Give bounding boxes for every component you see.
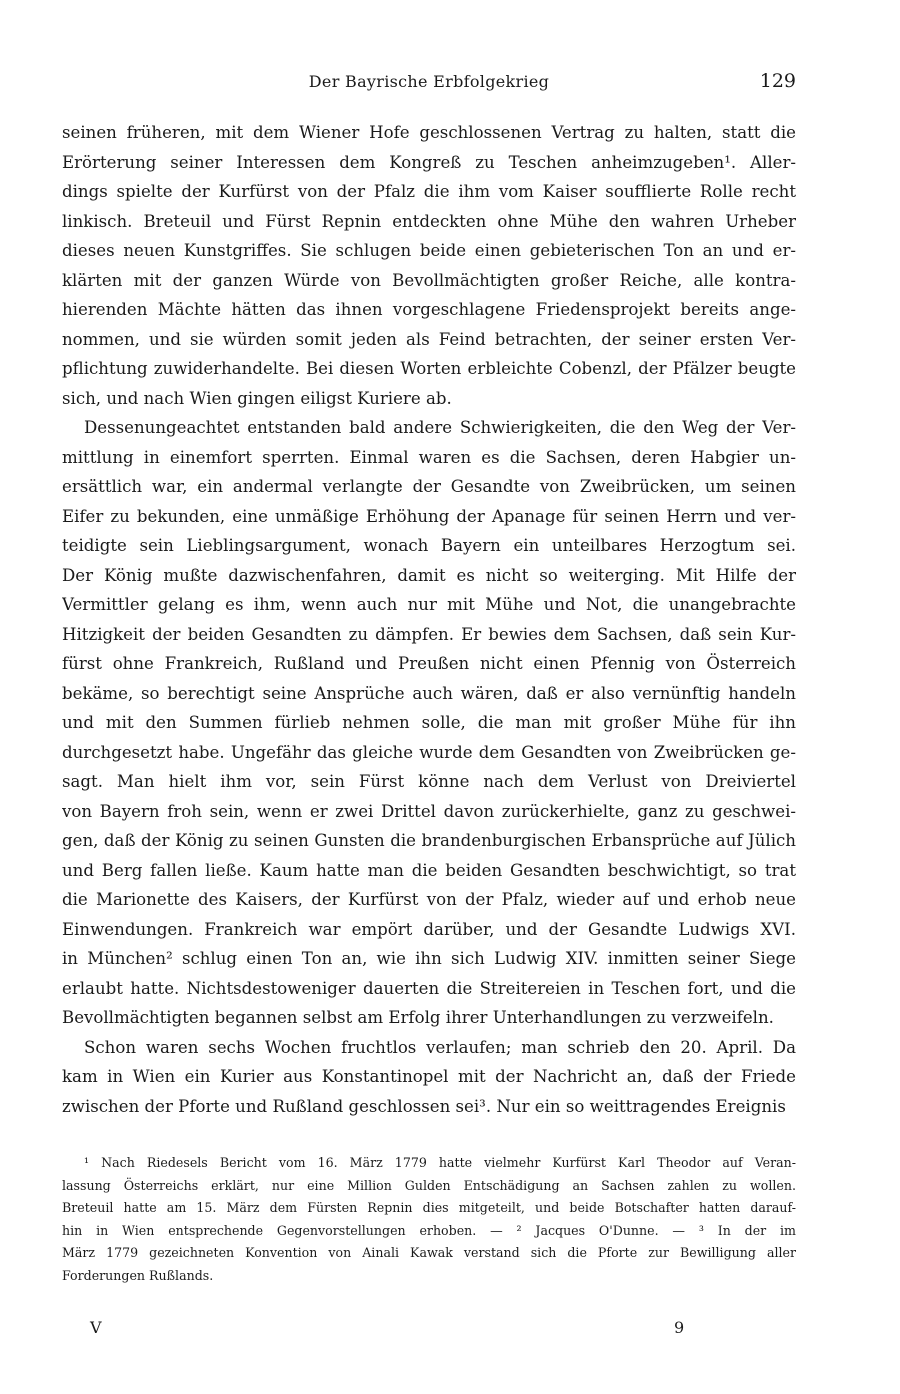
footnotes: [62, 1152, 796, 1287]
text-line: seinen früheren, mit dem Wiener Hofe geschlossenen Vertrag zu halten, statt die: [62, 123, 796, 142]
text-line: zwischen der Pforte und Rußland geschlossen sei³. Nur ein so weittragendes Ereignis: [62, 1096, 786, 1116]
text-line: erlaubt hatte. Nichtsdestoweniger dauerten die Streitereien in Teschen fort, und die: [62, 978, 796, 998]
text-line: Schon waren sechs Wochen fruchtlos verlaufen; man schrieb den 20. April. Da: [84, 1037, 796, 1057]
text-line: kam in Wien ein Kurier aus Konstantinopel mit der Nachricht an, daß der Friede: [62, 1067, 796, 1086]
text-line: in München² schlug einen Ton an, wie ihn sich Ludwig XIV. inmitten seiner Siege: [62, 949, 796, 968]
text-line: Der König mußte dazwischenfahren, damit es nicht so weiterging. Mit Hilfe der: [62, 565, 796, 585]
running-title: Der Bayrische Erbfolgekrieg: [308, 72, 550, 91]
text-line: Erörterung seiner Interessen dem Kongreß zu Teschen anheimzugeben¹. Aller-: [62, 152, 796, 172]
paragraph: [62, 118, 796, 413]
footnote-line: hin in Wien entsprechende Gegenvorstellungen erhoben. — ² Jacques O'Dunne. — ³ In der im: [62, 1222, 796, 1238]
text-line: sich, und nach Wien gingen eiligst Kuriere ab.: [62, 388, 452, 408]
text-line: gen, daß der König zu seinen Gunsten die brandenburgischen Erbansprüche auf Jülich: [62, 831, 796, 850]
page-number: 129: [759, 70, 796, 92]
text-line: und Berg fallen ließe. Kaum hatte man die beiden Gesandten beschwichtigt, so trat: [62, 860, 796, 880]
text-line: dieses neuen Kunstgriffes. Sie schlugen beide einen gebieterischen Ton an und er-: [62, 241, 796, 260]
sheet-number: 9: [674, 1318, 685, 1337]
text-line: Eifer zu bekunden, eine unmäßige Erhöhung der Apanage für seinen Herrn und ver-: [62, 506, 796, 526]
paragraph: [62, 1033, 796, 1122]
text-line: Vermittler gelang es ihm, wenn auch nur mit Mühe und Not, die unangebrachte: [62, 595, 796, 614]
text-line: hierenden Mächte hätten das ihnen vorgeschlagene Friedensprojekt bereits ange-: [62, 300, 796, 319]
body-text: [62, 118, 796, 1121]
text-line: ersättlich war, ein andermal verlangte der Gesandte von Zweibrücken, um seinen: [62, 477, 796, 496]
page-header: [62, 72, 796, 102]
text-line: klärten mit der ganzen Würde von Bevollmächtigten großer Reiche, alle kontra-: [62, 270, 796, 290]
text-line: fürst ohne Frankreich, Rußland und Preußen nicht einen Pfennig von Österreich: [62, 654, 796, 673]
text-line: die Marionette des Kaisers, der Kurfürst von der Pfalz, wieder auf und erhob neue: [62, 890, 796, 909]
footnote-line: März 1779 gezeichneten Konvention von Ainali Kawak verstand sich die Pforte zur Bewilligung aller: [62, 1245, 796, 1260]
text-line: Dessenungeachtet entstanden bald andere Schwierigkeiten, die den Weg der Ver-: [84, 418, 796, 437]
page-footer: [62, 1318, 796, 1344]
text-line: mittlung in einemfort sperrten. Einmal waren es die Sachsen, deren Habgier un-: [62, 447, 796, 467]
text-line: linkisch. Breteuil und Fürst Repnin entdeckten ohne Mühe den wahren Urheber: [62, 211, 796, 231]
text-line: und mit den Summen fürlieb nehmen solle, die man mit großer Mühe für ihn: [62, 713, 796, 732]
text-line: nommen, und sie würden somit jeden als Feind betrachten, der seiner ersten Ver-: [62, 329, 796, 349]
text-line: Hitzigkeit der beiden Gesandten zu dämpfen. Er bewies dem Sachsen, daß sein Kur-: [62, 624, 796, 644]
footnote-line: lassung Österreichs erklärt, nur eine Million Gulden Entschädigung an Sachsen zahlen zu wollen.: [62, 1177, 796, 1193]
text-line: dings spielte der Kurfürst von der Pfalz die ihm vom Kaiser soufflierte Rolle recht: [62, 182, 796, 201]
text-line: von Bayern froh sein, wenn er zwei Drittel davon zurückerhielte, ganz zu geschwei-: [62, 801, 796, 821]
text-line: Einwendungen. Frankreich war empört darüber, und der Gesandte Ludwigs XVI.: [62, 919, 796, 939]
paragraph: [62, 413, 796, 1033]
text-line: durchgesetzt habe. Ungefähr das gleiche wurde dem Gesandten von Zweibrücken ge-: [62, 742, 796, 762]
text-line: pflichtung zuwiderhandelte. Bei diesen Worten erbleichte Cobenzl, der Pfälzer beugte: [62, 359, 796, 378]
footnote-line: Breteuil hatte am 15. März dem Fürsten Repnin dies mitgeteilt, und beide Botschafter hatten darauf-: [62, 1200, 796, 1215]
footnote-line: ¹ Nach Riedesels Bericht vom 16. März 1779 hatte vielmehr Kurfürst Karl Theodor auf Veran-: [84, 1155, 796, 1170]
text-line: bekäme, so berechtigt seine Ansprüche auch wären, daß er also vernünftig handeln: [62, 683, 796, 703]
text-line: Bevollmächtigten begannen selbst am Erfolg ihrer Unterhandlungen zu verzweifeln.: [62, 1008, 774, 1027]
text-line: sagt. Man hielt ihm vor, sein Fürst könne nach dem Verlust von Dreiviertel: [62, 772, 796, 791]
text-line: teidigte sein Lieblingsargument, wonach Bayern ein unteilbares Herzogtum sei.: [62, 536, 796, 555]
footnote-line: Forderungen Rußlands.: [62, 1267, 214, 1283]
signature-mark: V: [90, 1318, 102, 1337]
